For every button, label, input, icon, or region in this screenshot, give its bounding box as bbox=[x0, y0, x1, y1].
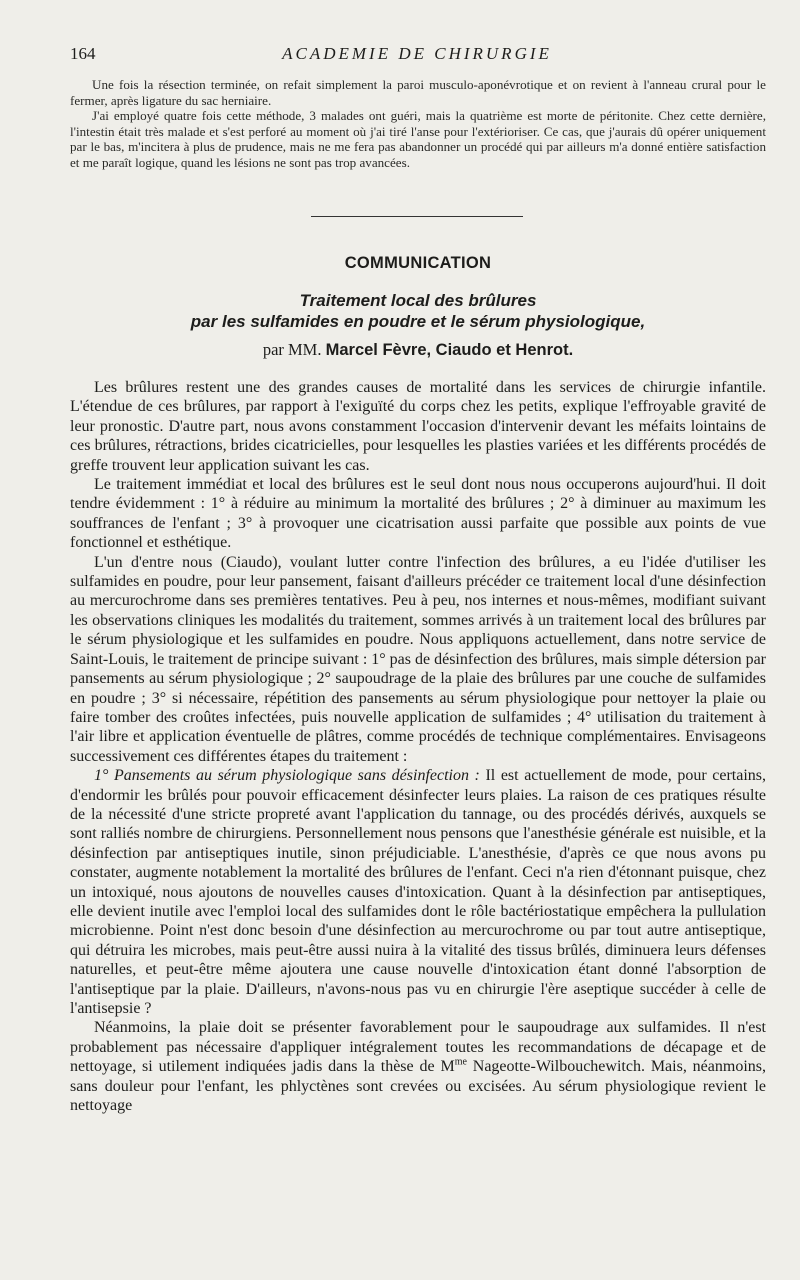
intro-text bbox=[70, 77, 766, 171]
paragraph-text: Néanmoins, la plaie doit se présenter favorablement pour le saupoudrage aux sulfamides. Il n'est probablement pas nécessaire d'appliquer intégralement toutes les recommandations de décapage et de nettoyage, si utilement indiquées jadis dans la thèse de M bbox=[70, 1019, 766, 1076]
page-number: 164 bbox=[70, 44, 96, 63]
body-paragraph bbox=[70, 766, 766, 1018]
section-divider bbox=[311, 216, 523, 217]
subsection-heading: 1° Pansements au sérum physiologique sans désinfection : bbox=[94, 767, 480, 785]
paragraph-text: Nageotte-Wilbouchewitch. Mais, néanmoins, sans douleur pour l'enfant, les phlyctènes sont crevées ou excisées. Au sérum physiologique revient le nettoyage bbox=[70, 1058, 766, 1115]
article-title bbox=[70, 290, 766, 332]
authors-names: Marcel Fèvre, Ciaudo et Henrot. bbox=[325, 341, 574, 359]
article-authors bbox=[70, 340, 766, 360]
body-paragraph bbox=[70, 1018, 766, 1115]
body-paragraph: L'un d'entre nous (Ciaudo), voulant lutter contre l'infection des brûlures, a eu l'idée d'utiliser les sulfamides en poudre, pour leur pansement, faisant d'ailleurs précéder ce traitement local d'une désinfection au mercurochrome dans ses premières tentatives. Peu à peu, nos internes et nous-mêmes, modifiant suivant les observations cliniques les modalités du traitement, sommes arrivés à un traitement local des brûlures par le sérum physiologique et les sulfamides en poudre. Nous appliquons actuellement, dans notre service de Saint-Louis, le traitement de principe suivant : 1° pas de désinfection des brûlures, mais simple détersion par pansements au sérum physiologique ; 2° saupoudrage de la plaie des brûlures par une couche de sulfamides en poudre ; 3° si nécessaire, répétition des pansements au sérum physiologique pour nettoyer la plaie ou faire tomber des croûtes infectées, puis nouvelle application de sulfamides ; 4° utilisation du traitement à l'air libre et application éventuelle de plâtres, comme procédés de technique complémentaires. Envisageons successivement ces différentes étapes du traitement : bbox=[70, 553, 766, 765]
running-title: ACADEMIE DE CHIRURGIE bbox=[282, 44, 552, 63]
superscript: me bbox=[454, 1056, 467, 1068]
article-title-line: Traitement local des brûlures bbox=[299, 291, 537, 310]
page-header bbox=[70, 44, 764, 66]
section-heading: COMMUNICATION bbox=[344, 254, 492, 272]
authors-prefix: par MM. bbox=[262, 340, 322, 359]
paragraph-text: Il est actuellement de mode, pour certains, d'endormir les brûlés pour pouvoir efficacement désinfecter leurs plaies. La raison de ces pratiques résulte de la nécessité d'une stricte propreté avant l'application du tannage, ou des procédés dérivés, auxquels se sont ralliés nombre de chirurgiens. Personnellement nous pensons que l'anesthésie générale est nuisible, et la désinfection par antiseptiques inutile, sinon préjudiciable. L'anesthésie, d'après ce que nous avons pu constater, augmente notablement la mortalité des brûlures de l'enfant. Ceci n'a rien d'étonnant puisque, chez un intoxiqué, nous ajoutons de nouvelles causes d'intoxication. Quant à la désinfection par antiseptiques, elle devient inutile avec l'emploi local des sulfamides dont le rôle bactériostatique empêchera la pullulation microbienne. Point n'est donc besoin d'une désinfection au mercurochrome ou par tout autre antiseptique, qui détruira les microbes, mais peut-être aussi nuira à la vitalité des tissus brûlés, diminuera leurs défenses naturelles, et peut-être même ajoutera une cause nouvelle d'intoxication étant donné l'absorption de l'antiseptique par la plaie. D'ailleurs, n'avons-nous pas vu en chirurgie l'ère aseptique succéder à celle de l'antisepsie ? bbox=[70, 767, 766, 1017]
intro-paragraph: J'ai employé quatre fois cette méthode, 3 malades ont guéri, mais la quatrième est morte de péritonite. Chez cette dernière, l'intestin était très malade et s'est perforé au moment où j'ai tiré l'anse pour l'extérioriser. Ce cas, que j'aurais dû opérer uniquement par le bas, m'incitera à plus de prudence, mais ne me fera pas abandonner un procédé qui par ailleurs m'a donné entière satisfaction et me paraît logique, quand les lésions ne sont pas trop avancées. bbox=[70, 108, 766, 170]
intro-paragraph: Une fois la résection terminée, on refait simplement la paroi musculo-aponévrotique et on revient à l'anneau crural pour le fermer, après ligature du sac herniaire. bbox=[70, 77, 766, 108]
article-title-line: par les sulfamides en poudre et le sérum physiologique, bbox=[190, 312, 646, 331]
body-paragraph: Le traitement immédiat et local des brûlures est le seul dont nous nous occuperons aujourd'hui. Il doit tendre évidemment : 1° à réduire au minimum la mortalité des brûlures ; 2° à diminuer au maximum les souffrances de l'enfant ; 3° à provoquer une cicatrisation aussi parfaite que possible aux points de vue fonctionnel et esthétique. bbox=[70, 476, 766, 552]
article-body bbox=[70, 378, 766, 1115]
body-paragraph: Les brûlures restent une des grandes causes de mortalité dans les services de chirurgie infantile. L'étendue de ces brûlures, par rapport à l'exiguïté du corps chez les petits, explique l'effroyable gravité de leur pronostic. D'autre part, nous avons constamment l'occasion d'intervenir devant les méfaits lointains de ces brûlures, rétractions, brides cicatricielles, pour lesquelles les plasties variées et les différents procédés de greffe trouvent leur application suivant les cas. bbox=[70, 379, 766, 474]
